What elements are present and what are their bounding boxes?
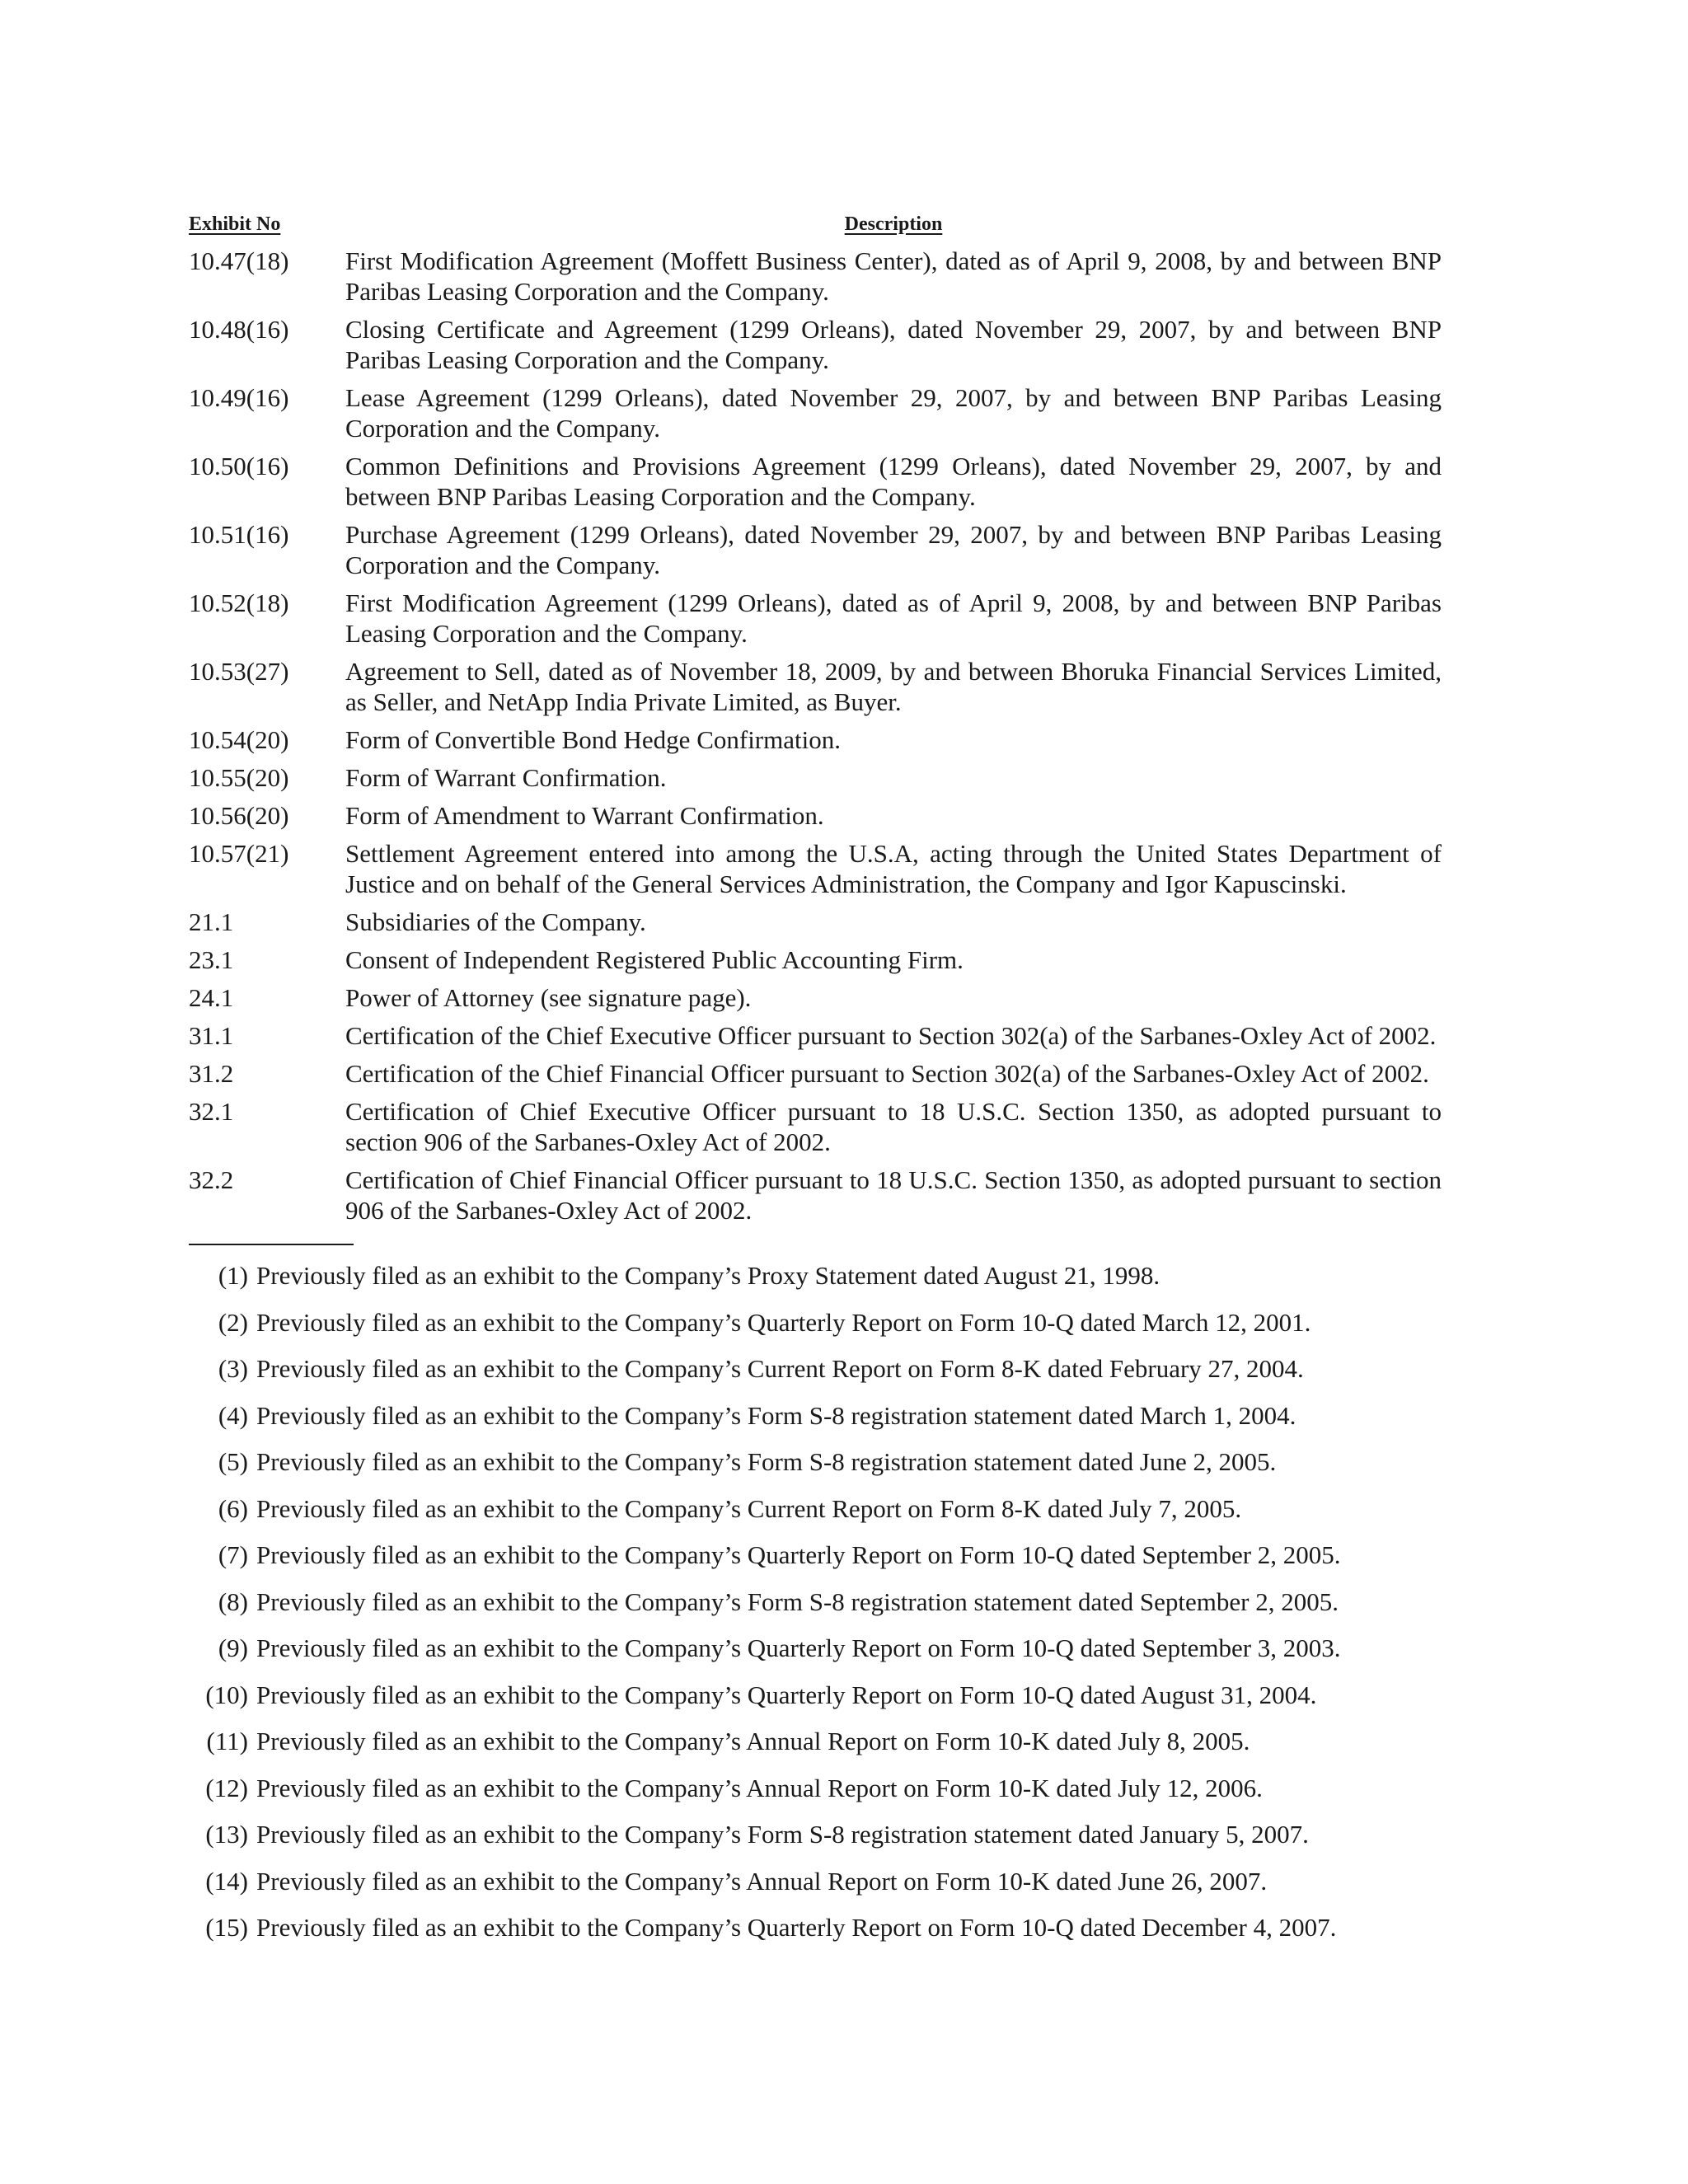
exhibit-row — [189, 800, 1442, 831]
exhibit-number: 31.1 — [189, 1021, 234, 1050]
footnote — [189, 1493, 1442, 1524]
exhibit-description: Purchase Agreement (1299 Orleans), dated November 29, 2007, by and between BNP Paribas Leasing Corporation and the Company. — [345, 520, 1442, 579]
exhibit-number: 31.2 — [189, 1059, 234, 1088]
footnote-text: Previously filed as an exhibit to the Company’s Form S-8 registration statement dated January 5, 2007. — [256, 1820, 1309, 1849]
footnote-text: Previously filed as an exhibit to the Company’s Quarterly Report on Form 10-Q dated September 3, 2003. — [256, 1633, 1341, 1662]
exhibit-number: 10.57(21) — [189, 839, 289, 868]
exhibit-number: 10.53(27) — [189, 657, 289, 686]
exhibit-description: Settlement Agreement entered into among the U.S.A, acting through the United States Department of Justice and on behalf of the General Services Administration, the Company and Igor Kapuscinski. — [345, 839, 1442, 898]
exhibit-row — [189, 451, 1442, 512]
exhibit-description: First Modification Agreement (1299 Orleans), dated as of April 9, 2008, by and between BNP Paribas Leasing Corporation and the Company. — [345, 588, 1442, 648]
exhibit-description: Form of Amendment to Warrant Confirmation. — [345, 801, 824, 830]
exhibit-description: Agreement to Sell, dated as of November 18, 2009, by and between Bhoruka Financial Services Limited, as Seller, and NetApp India Private Limited, as Buyer. — [345, 657, 1442, 716]
exhibit-description: Common Definitions and Provisions Agreement (1299 Orleans), dated November 29, 2007, by and between BNP Paribas Leasing Corporation and the Company. — [345, 452, 1442, 511]
footnote-text: Previously filed as an exhibit to the Company’s Annual Report on Form 10-K dated June 26, 2007. — [256, 1866, 1268, 1896]
exhibit-row — [189, 1058, 1442, 1089]
footnote-text: Previously filed as an exhibit to the Company’s Quarterly Report on Form 10-Q dated March 12, 2001. — [256, 1307, 1311, 1337]
exhibit-row — [189, 1096, 1442, 1157]
footnote-text: Previously filed as an exhibit to the Company’s Annual Report on Form 10-K dated July 12, 2006. — [256, 1773, 1263, 1802]
exhibit-description: First Modification Agreement (Moffett Business Center), dated as of April 9, 2008, by and between BNP Paribas Leasing Corporation and the Company. — [345, 246, 1442, 306]
exhibit-number: 10.54(20) — [189, 725, 289, 754]
exhibit-number: 10.56(20) — [189, 801, 289, 830]
exhibit-description: Certification of Chief Executive Officer pursuant to 18 U.S.C. Section 1350, as adopted pursuant to section 906 of the Sarbanes-Oxley Act of 2002. — [345, 1097, 1442, 1156]
footnote-text: Previously filed as an exhibit to the Company’s Quarterly Report on Form 10-Q dated December 4, 2007. — [256, 1913, 1337, 1942]
footnote-number: (12) — [205, 1773, 248, 1802]
description-header-label: Description — [844, 213, 943, 235]
exhibit-row — [189, 246, 1442, 307]
exhibit-number: 10.48(16) — [189, 315, 289, 344]
footnote-text: Previously filed as an exhibit to the Company’s Annual Report on Form 10-K dated July 8, 2005. — [256, 1727, 1250, 1755]
footnote-number: (6) — [218, 1493, 248, 1523]
exhibit-description: Subsidiaries of the Company. — [345, 907, 646, 936]
exhibit-description: Closing Certificate and Agreement (1299 Orleans), dated November 29, 2007, by and between BNP Paribas Leasing Corporation and the Company. — [345, 315, 1442, 374]
exhibit-number: 32.2 — [189, 1165, 234, 1194]
exhibit-row — [189, 382, 1442, 443]
footnote — [189, 1633, 1442, 1663]
footnote-number: (5) — [218, 1447, 248, 1476]
exhibit-no-column-header — [189, 213, 345, 236]
description-column-header — [345, 213, 1442, 236]
footnote — [189, 1307, 1442, 1338]
footnote-number: (8) — [218, 1586, 248, 1616]
exhibit-description: Form of Convertible Bond Hedge Confirmation. — [345, 725, 841, 754]
exhibit-row — [189, 1020, 1442, 1051]
exhibit-row — [189, 1165, 1442, 1226]
footnote-number: (9) — [218, 1633, 248, 1662]
exhibit-number: 10.49(16) — [189, 383, 289, 412]
exhibit-number: 24.1 — [189, 983, 234, 1012]
exhibit-index-page — [189, 203, 1442, 1959]
footnote-number: (4) — [218, 1400, 248, 1430]
footnote — [189, 1260, 1442, 1291]
footnote — [189, 1446, 1442, 1477]
footnote — [189, 1586, 1442, 1617]
exhibit-row — [189, 762, 1442, 793]
exhibit-no-header-label: Exhibit No — [189, 213, 281, 235]
footnote-divider — [189, 1244, 354, 1245]
footnote-text: Previously filed as an exhibit to the Company’s Form S-8 registration statement dated June 2, 2005. — [256, 1447, 1277, 1476]
exhibit-description: Certification of Chief Financial Officer pursuant to 18 U.S.C. Section 1350, as adopted pursuant to section 906 of the Sarbanes-Oxley Act of 2002. — [345, 1165, 1442, 1225]
exhibit-row — [189, 724, 1442, 755]
footnote-text: Previously filed as an exhibit to the Company’s Proxy Statement dated August 21, 1998. — [256, 1261, 1160, 1290]
footnote-list — [189, 1260, 1442, 1943]
footnote-text: Previously filed as an exhibit to the Company’s Form S-8 registration statement dated March 1, 2004. — [256, 1400, 1296, 1430]
exhibit-row — [189, 588, 1442, 649]
exhibit-description: Lease Agreement (1299 Orleans), dated November 29, 2007, by and between BNP Paribas Leasing Corporation and the Company. — [345, 383, 1442, 443]
exhibit-description: Power of Attorney (see signature page). — [345, 983, 752, 1012]
exhibit-number: 10.55(20) — [189, 763, 289, 792]
footnote — [189, 1726, 1442, 1756]
exhibit-number: 10.51(16) — [189, 520, 289, 549]
footnote-text: Previously filed as an exhibit to the Company’s Quarterly Report on Form 10-Q dated August 31, 2004. — [256, 1680, 1317, 1709]
footnote-number: (3) — [218, 1354, 248, 1383]
footnote-number: (2) — [218, 1307, 248, 1337]
footnote — [189, 1540, 1442, 1570]
exhibit-row — [189, 944, 1442, 975]
exhibit-description: Certification of the Chief Executive Officer pursuant to Section 302(a) of the Sarbanes-Oxley Act of 2002. — [345, 1021, 1437, 1050]
exhibit-table-header — [189, 203, 1442, 236]
footnote-number: (15) — [205, 1913, 248, 1942]
exhibit-row — [189, 314, 1442, 375]
exhibit-description: Certification of the Chief Financial Officer pursuant to Section 302(a) of the Sarbanes-Oxley Act of 2002. — [345, 1059, 1429, 1088]
footnote — [189, 1773, 1442, 1803]
footnote — [189, 1680, 1442, 1710]
footnote — [189, 1353, 1442, 1384]
footnote — [189, 1819, 1442, 1849]
footnote-number: (13) — [205, 1820, 248, 1849]
footnote-number: (14) — [205, 1866, 248, 1896]
footnote-number: (7) — [218, 1540, 248, 1569]
exhibit-row — [189, 519, 1442, 580]
footnote-number: (11) — [206, 1727, 248, 1755]
exhibit-list — [189, 246, 1442, 1226]
exhibit-number: 21.1 — [189, 907, 234, 936]
footnote — [189, 1912, 1442, 1943]
footnote-text: Previously filed as an exhibit to the Company’s Quarterly Report on Form 10-Q dated September 2, 2005. — [256, 1540, 1341, 1569]
exhibit-number: 10.50(16) — [189, 452, 289, 480]
exhibit-description: Form of Warrant Confirmation. — [345, 763, 667, 792]
exhibit-number: 10.52(18) — [189, 588, 289, 617]
exhibit-row — [189, 838, 1442, 899]
footnote-text: Previously filed as an exhibit to the Company’s Form S-8 registration statement dated September 2, 2005. — [256, 1586, 1339, 1616]
footnote-text: Previously filed as an exhibit to the Company’s Current Report on Form 8-K dated February 27, 2004. — [256, 1354, 1304, 1383]
exhibit-row — [189, 907, 1442, 937]
footnote — [189, 1400, 1442, 1431]
footnote-number: (10) — [205, 1680, 248, 1709]
exhibit-number: 10.47(18) — [189, 246, 289, 275]
exhibit-number: 23.1 — [189, 945, 234, 974]
footnote — [189, 1866, 1442, 1896]
exhibit-row — [189, 656, 1442, 717]
footnote-text: Previously filed as an exhibit to the Company’s Current Report on Form 8-K dated July 7, 2005. — [256, 1493, 1242, 1523]
exhibit-row — [189, 982, 1442, 1013]
footnote-number: (1) — [218, 1261, 248, 1290]
exhibit-number: 32.1 — [189, 1097, 234, 1126]
exhibit-description: Consent of Independent Registered Public Accounting Firm. — [345, 945, 964, 974]
